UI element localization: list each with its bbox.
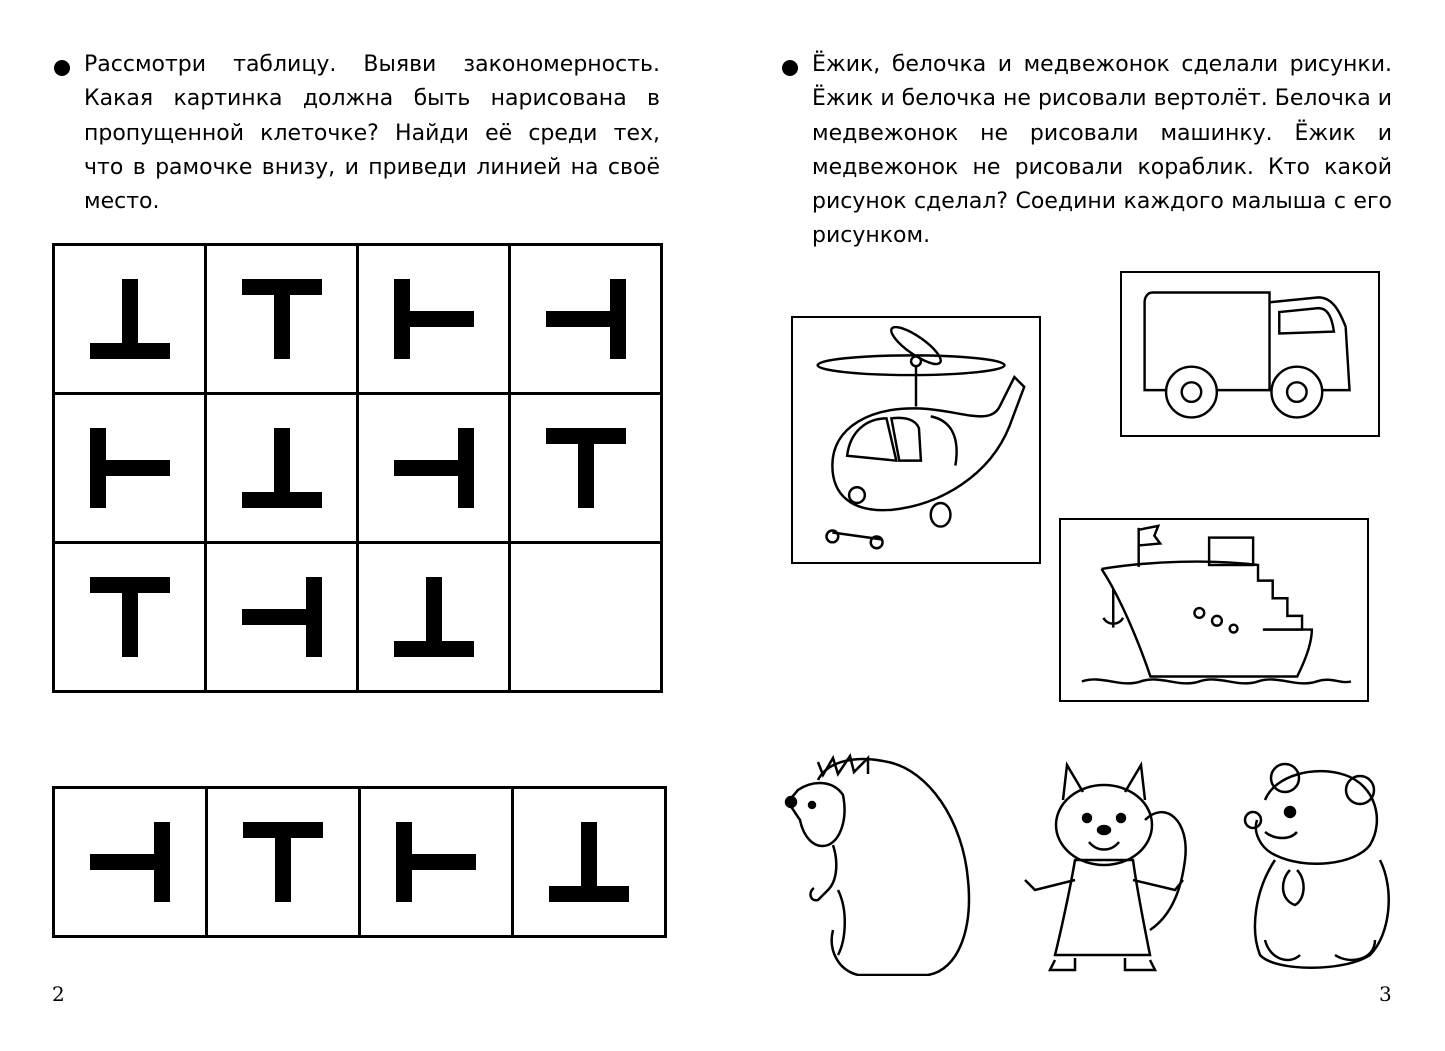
tee-up-icon — [394, 577, 474, 657]
ship-icon — [1061, 520, 1367, 700]
bullet-icon — [782, 60, 798, 76]
tee-up-icon — [90, 279, 170, 359]
pattern-cell — [511, 395, 660, 541]
pattern-cell — [207, 246, 356, 392]
tee-down-icon — [243, 822, 323, 902]
bear-cub-icon — [1235, 760, 1400, 975]
answer-option-cell[interactable] — [55, 789, 205, 935]
truck-icon — [1122, 273, 1378, 435]
tee-left-icon — [242, 577, 322, 657]
tee-left-icon — [90, 822, 170, 902]
bear-cub-character[interactable] — [1235, 760, 1400, 975]
pattern-cell — [55, 544, 204, 690]
bullet-icon — [54, 60, 70, 76]
pattern-cell — [55, 395, 204, 541]
pattern-cell — [511, 246, 660, 392]
hedgehog-icon — [778, 750, 978, 976]
right-task-text-content: Ёжик, белочка и медвежонок сделали рисунки. Ёжик и белочка не рисовали вертолёт. Белочка и медвежонок не рисовали машинку. Ёжик и медвежонок не рисовали кораблик. Кто какой рисунок сделал? Соедини каждого малыша с его рисунком. — [812, 52, 1392, 249]
squirrel-icon — [1015, 760, 1195, 975]
answer-options-grid — [52, 786, 667, 938]
squirrel-character[interactable] — [1015, 760, 1195, 975]
tee-left-icon — [394, 428, 474, 508]
helicopter-picture[interactable] — [791, 316, 1041, 564]
helicopter-icon — [793, 318, 1039, 562]
tee-right-icon — [394, 279, 474, 359]
hedgehog-character[interactable] — [778, 750, 978, 976]
tee-right-icon — [396, 822, 476, 902]
left-task-text — [84, 48, 660, 219]
tee-right-icon — [90, 428, 170, 508]
answer-option-cell[interactable] — [361, 789, 511, 935]
pattern-cell — [359, 246, 508, 392]
pattern-cell — [207, 544, 356, 690]
pattern-cell — [359, 395, 508, 541]
tee-down-icon — [90, 577, 170, 657]
pattern-cell — [55, 246, 204, 392]
ship-picture[interactable] — [1059, 518, 1369, 702]
tee-up-icon — [549, 822, 629, 902]
empty-cell[interactable] — [511, 544, 660, 690]
page-number-left: 2 — [52, 982, 65, 1006]
truck-picture[interactable] — [1120, 271, 1380, 437]
answer-option-cell[interactable] — [514, 789, 664, 935]
pattern-cell — [207, 395, 356, 541]
pattern-cell — [359, 544, 508, 690]
tee-down-icon — [242, 279, 322, 359]
pattern-grid — [52, 243, 663, 693]
right-task-text — [812, 48, 1392, 254]
tee-left-icon — [546, 279, 626, 359]
tee-up-icon — [242, 428, 322, 508]
page-number-right: 3 — [1379, 982, 1392, 1006]
left-task-text-content: Рассмотри таблицу. Выяви закономерность. Какая картинка должна быть нарисована в пропущенной клеточке? Найди её среди тех, что в рамочке внизу, и приведи линией на своё место. — [84, 52, 660, 215]
tee-down-icon — [546, 428, 626, 508]
answer-option-cell[interactable] — [208, 789, 358, 935]
